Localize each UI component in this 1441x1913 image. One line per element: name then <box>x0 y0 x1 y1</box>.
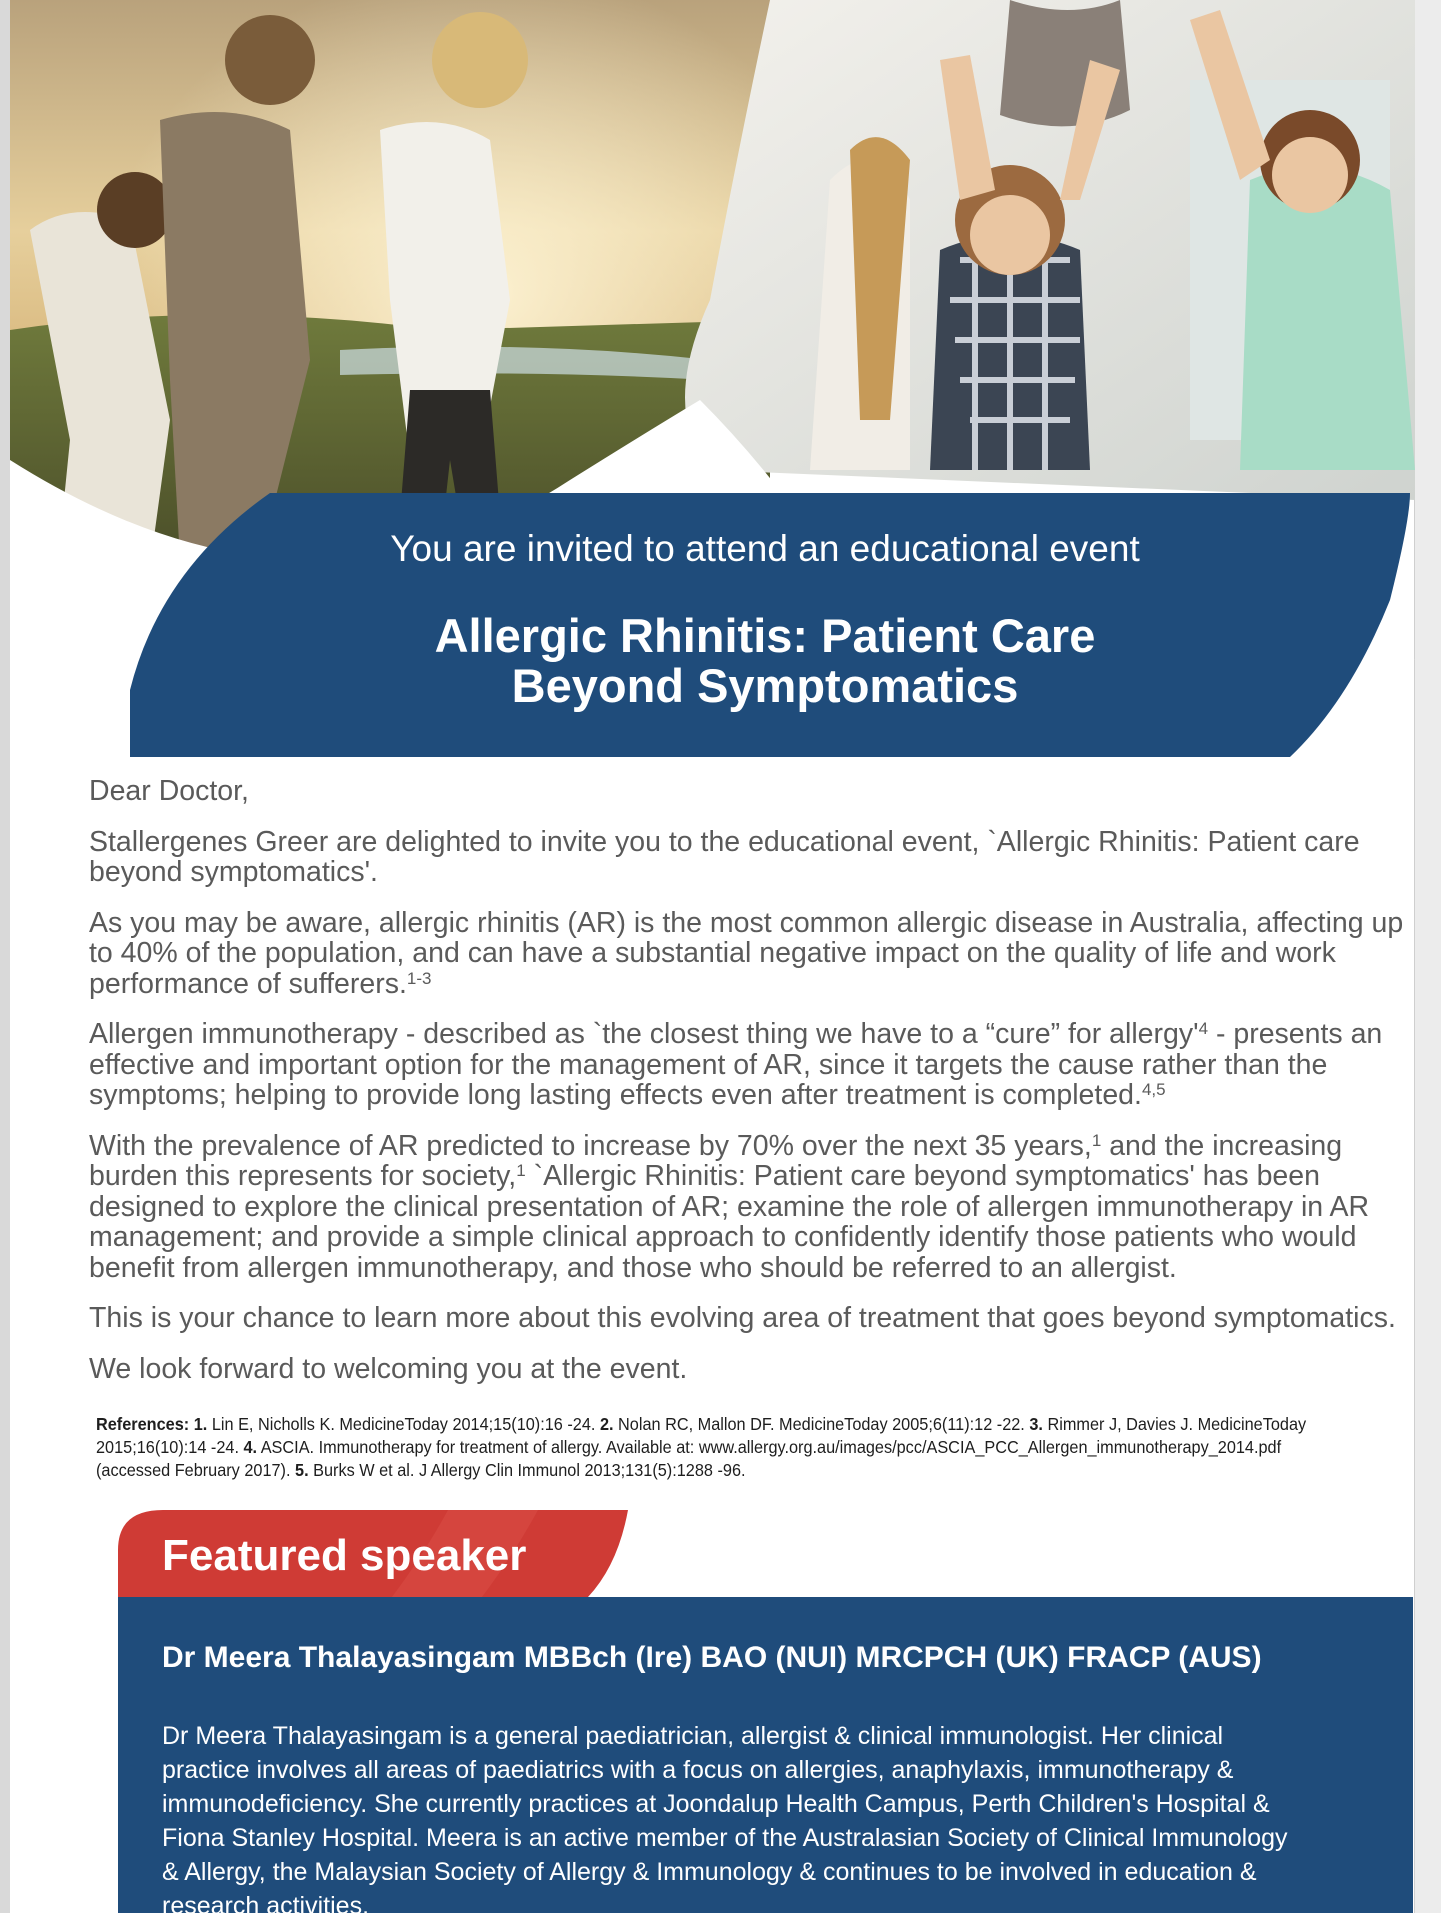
text-line <box>89 969 1441 1000</box>
paragraph-intro <box>89 827 1441 888</box>
ref-text: 2015;16(10):14 -24. <box>96 1437 244 1457</box>
event-title-line-2: Beyond Symptomatics <box>511 659 1019 712</box>
speaker-info-panel <box>118 1597 1413 1913</box>
bio-line: Dr Meera Thalayasingam is a general paediatrician, allergist & clinical immunologist. Her clinical <box>162 1722 1224 1750</box>
event-title-line-1: Allergic Rhinitis: Patient Care <box>434 609 1096 662</box>
ref-number: 4. <box>243 1437 258 1457</box>
family-indoor-photo <box>685 0 1415 500</box>
text-span: Allergen immunotherapy - described as `the closest thing we have to a “cure” for allergy' <box>89 1018 1199 1050</box>
text-line: beyond symptomatics'. <box>89 856 378 888</box>
paragraph-chance: This is your chance to learn more about this evolving area of treatment that goes beyond symptomatics. <box>89 1302 1396 1334</box>
references-line-2 <box>96 1436 1347 1459</box>
salutation: Dear Doctor, <box>89 775 249 807</box>
text-line: to 40% of the population, and can have a substantial negative impact on the quality of life and work <box>89 937 1336 969</box>
text-line: designed to explore the clinical presentation of AR; examine the role of allergen immunotherapy in AR <box>89 1190 1370 1223</box>
text-span: - presents an <box>1208 1018 1383 1050</box>
references-line-1 <box>96 1413 1347 1436</box>
bio-line: Fiona Stanley Hospital. Meera is an active member of the Australasian Society of Clinical Immunology <box>162 1824 1288 1852</box>
paragraph-closing: We look forward to welcoming you at the event. <box>89 1352 688 1385</box>
paragraph-event-purpose <box>89 1131 1441 1284</box>
text-line <box>89 1080 1441 1111</box>
paragraph-immunotherapy <box>89 1019 1441 1111</box>
text-line <box>89 1019 1441 1050</box>
ref-text: Rimmer J, Davies J. MedicineToday <box>1042 1414 1307 1434</box>
text-span: `Allergic Rhinitis: Patient care beyond symptomatics' has been <box>525 1160 1320 1192</box>
citation-superscript: 1-3 <box>406 968 432 988</box>
references-label: References: <box>96 1414 190 1434</box>
bio-line: immunodeficiency. She currently practices at Joondalup Health Campus, Perth Children's Hospital & <box>162 1790 1270 1818</box>
text-span: With the prevalence of AR predicted to increase by 70% over the next 35 years, <box>89 1129 1092 1162</box>
bio-line: & Allergy, the Malaysian Society of Allergy & Immunology & continues to be involved in education & <box>162 1858 1257 1886</box>
text-line <box>89 1131 1441 1162</box>
references <box>96 1413 1347 1482</box>
featured-speaker-heading: Featured speaker <box>162 1531 527 1580</box>
featured-speaker-section <box>118 1505 1413 1913</box>
text-line: Stallergenes Greer are delighted to invite you to the educational event, `Allergic Rhinitis: Patient care <box>89 825 1360 858</box>
ref-number: 1. <box>193 1414 208 1434</box>
text-line: effective and important option for the management of AR, since it targets the cause rather than the <box>89 1048 1328 1081</box>
text-line: benefit from allergen immunotherapy, and those who should be referred to an allergist. <box>89 1251 1177 1284</box>
bio-line: practice involves all areas of paediatrics with a focus on allergies, anaphylaxis, immunotherapy & <box>162 1756 1234 1784</box>
invitation-letter <box>89 776 1441 1384</box>
citation-superscript: 1 <box>1091 1130 1102 1150</box>
ref-text: ASCIA. Immunotherapy for treatment of allergy. Available at: www.allergy.org.au/images/pcc/ASCIA_PCC_Allergen_immunotherapy_2014.pdf <box>257 1437 1282 1457</box>
paragraph-prevalence <box>89 908 1441 1000</box>
text-span: burden this represents for society, <box>89 1160 517 1192</box>
text-line: As you may be aware, allergic rhinitis (AR) is the most common allergic disease in Australia, affecting up <box>89 906 1404 939</box>
speaker-bio <box>162 1719 1392 1913</box>
citation-superscript: 1 <box>516 1161 526 1180</box>
citation-superscript: 4,5 <box>1141 1080 1166 1099</box>
ref-text: Nolan RC, Mallon DF. MedicineToday 2005;6(11):12 -22. <box>613 1414 1030 1434</box>
ref-text: (accessed February 2017). <box>96 1460 296 1480</box>
text-line <box>89 1161 1441 1192</box>
invitation-line: You are invited to attend an educational event <box>390 528 1140 569</box>
bio-line: research activities. <box>162 1892 370 1913</box>
ref-text: Burks W et al. J Allergy Clin Immunol 2013;131(5):1288 -96. <box>308 1460 746 1480</box>
text-line: management; and provide a simple clinical approach to confidently identify those patients who would <box>89 1221 1357 1253</box>
text-span: performance of sufferers. <box>89 967 407 1000</box>
ref-number: 2. <box>599 1414 614 1434</box>
viewer-left-gutter <box>0 0 10 1913</box>
speaker-name: Dr Meera Thalayasingam MBBch (Ire) BAO (NUI) MRCPCH (UK) FRACP (AUS) <box>162 1641 1262 1674</box>
text-span: and the increasing <box>1101 1129 1343 1162</box>
citation-superscript: 4 <box>1198 1019 1209 1038</box>
text-span: symptoms; helping to provide long lasting effects even after treatment is completed. <box>89 1079 1142 1111</box>
ref-number: 3. <box>1029 1414 1043 1434</box>
references-line-3 <box>96 1459 1347 1482</box>
ref-number: 5. <box>295 1460 309 1480</box>
ref-text: Lin E, Nicholls K. MedicineToday 2014;15(10):16 -24. <box>207 1414 600 1434</box>
